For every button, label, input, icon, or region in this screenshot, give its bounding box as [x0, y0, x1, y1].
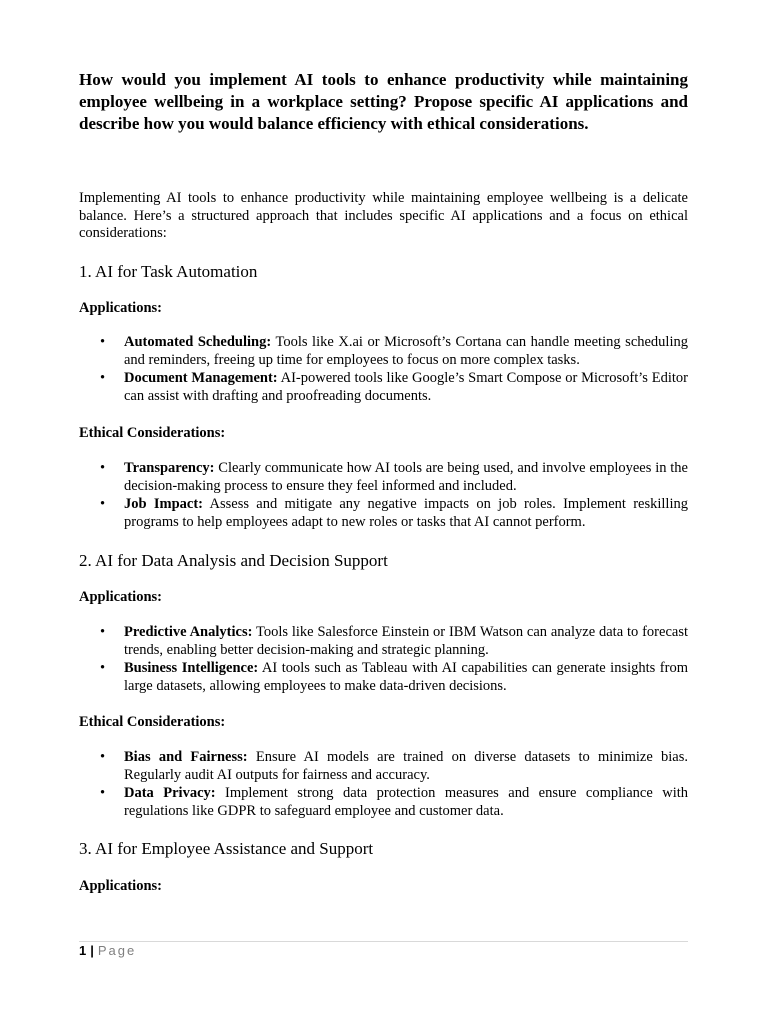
list-item: • Bias and Fairness: Ensure AI models are trained on diverse datasets to minimize bias. Regularly audit AI outputs for fairness and accuracy.	[100, 749, 688, 783]
bullet-icon: •	[100, 460, 106, 476]
bullet-icon: •	[100, 370, 106, 386]
section-1-ethics-list	[79, 460, 688, 532]
list-item: • Business Intelligence: AI tools such as Tableau with AI capabilities can generate insights from large datasets, allowing employees to make data-driven decisions.	[100, 660, 688, 694]
section-3-applications-label: Applications:	[79, 878, 162, 894]
document-title: How would you implement AI tools to enhance productivity while maintaining employee wellbeing in a workplace setting? Propose specific AI applications and describe how you would balance efficiency with ethical considerations.	[79, 70, 688, 133]
list-item: • Data Privacy: Implement strong data protection measures and ensure compliance with regulations like GDPR to safeguard employee and customer data.	[100, 785, 688, 819]
page-number: 1	[79, 943, 87, 958]
list-item: • Automated Scheduling: Tools like X.ai or Microsoft’s Cortana can handle meeting scheduling and reminders, freeing up time for employees to focus on more complex tasks.	[100, 334, 688, 368]
section-2-applications-list	[79, 624, 688, 696]
section-1-applications-label: Applications:	[79, 300, 162, 316]
bullet-icon: •	[100, 660, 106, 676]
section-2-ethics-label: Ethical Considerations:	[79, 714, 226, 730]
list-item: • Predictive Analytics: Tools like Salesforce Einstein or IBM Watson can analyze data to forecast trends, enabling better decision-making and strategic planning.	[100, 624, 688, 658]
section-2-applications-label: Applications:	[79, 589, 162, 605]
page-footer	[79, 943, 136, 958]
bullet-icon: •	[100, 785, 106, 801]
section-1-ethics-label: Ethical Considerations:	[79, 425, 226, 441]
section-3-heading: 3. AI for Employee Assistance and Support	[79, 839, 374, 858]
footer-divider	[79, 941, 688, 942]
bullet-icon: •	[100, 624, 106, 640]
bullet-icon: •	[100, 496, 106, 512]
list-item: • Document Management: AI-powered tools like Google’s Smart Compose or Microsoft’s Editor can assist with drafting and proofreading documents.	[100, 370, 688, 404]
section-2-ethics-list	[79, 749, 688, 821]
page-label: Page	[97, 943, 137, 958]
list-item: • Transparency: Clearly communicate how AI tools are being used, and involve employees in the decision-making process to ensure they feel informed and included.	[100, 460, 688, 494]
list-item: • Job Impact: Assess and mitigate any negative impacts on job roles. Implement reskilling programs to help employees adapt to new roles or tasks that AI cannot perform.	[100, 496, 688, 530]
footer-separator: |	[90, 943, 94, 958]
section-1-applications-list	[79, 334, 688, 406]
bullet-icon: •	[100, 749, 106, 765]
intro-paragraph: Implementing AI tools to enhance productivity while maintaining employee wellbeing is a delicate balance. Here’s a structured approach that includes specific AI applications and a focus on ethical considerations:	[79, 190, 688, 241]
section-1-heading: 1. AI for Task Automation	[79, 262, 258, 281]
section-2-heading: 2. AI for Data Analysis and Decision Support	[79, 551, 388, 570]
bullet-icon: •	[100, 334, 106, 350]
